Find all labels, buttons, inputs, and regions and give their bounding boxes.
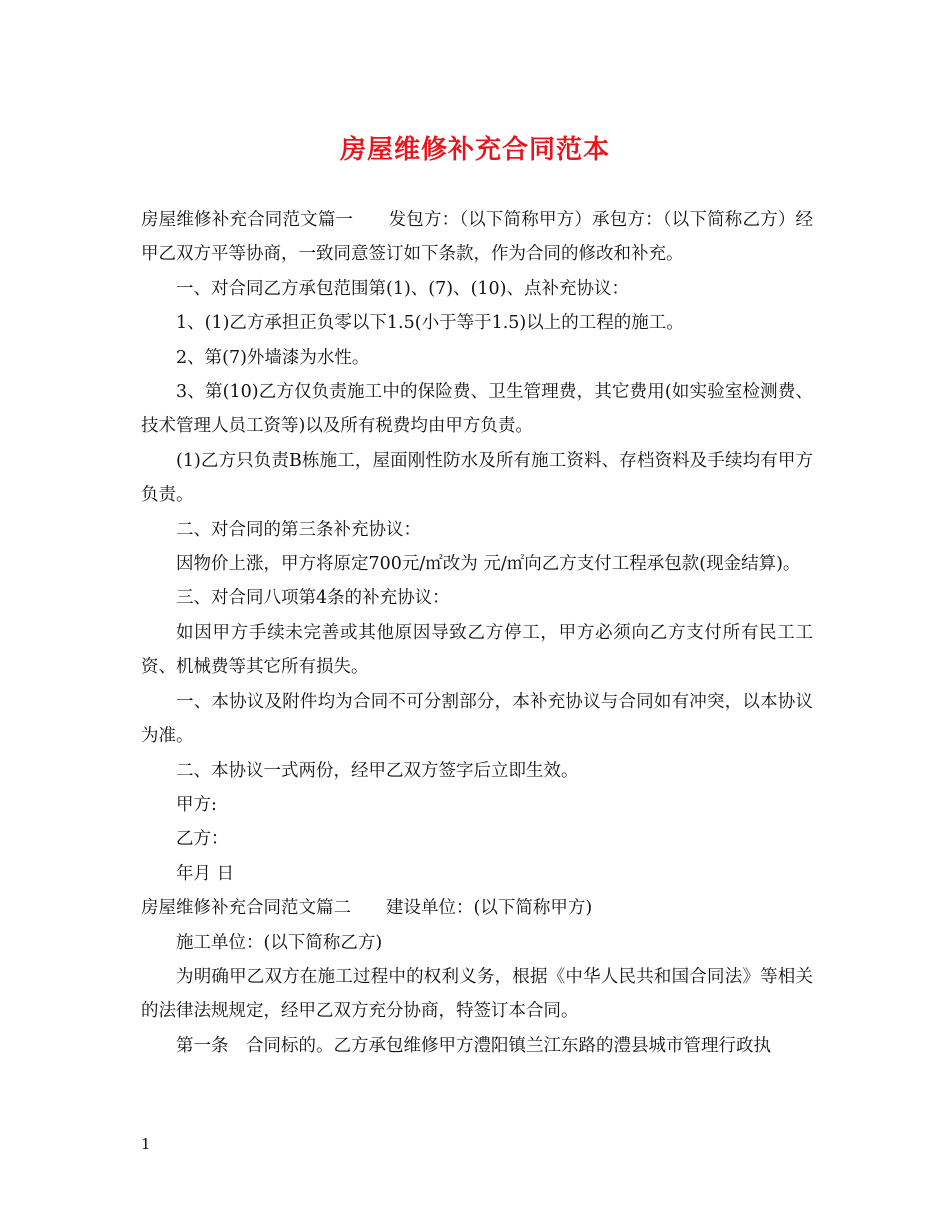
document-body xyxy=(141,203,813,1063)
paragraph: 因物价上涨，甲方将原定700元/㎡改为 元/㎡向乙方支付工程承包款(现金结算)。 xyxy=(176,554,801,575)
paragraph: 施工单位：(以下简称乙方) xyxy=(176,932,383,953)
signature-line-party-b: 乙方： xyxy=(176,829,229,850)
paragraph: 为明确甲乙双方在施工过程中的权利义务，根据《中华人民共和国合同法》等相关的法律法规规定，经甲乙双方充分协商，特签订本合同。 xyxy=(141,966,813,1022)
paragraph: 二、本协议一式两份，经甲乙双方签字后立即生效。 xyxy=(176,760,579,781)
date-line: 年月 日 xyxy=(176,863,235,884)
paragraph: 二、对合同的第三条补充协议： xyxy=(176,519,421,540)
paragraph: 1、(1)乙方承担正负零以下1.5(小于等于1.5)以上的工程的施工。 xyxy=(176,313,684,334)
document-title: 房屋维修补充合同范本 xyxy=(339,135,610,165)
page-number: 1 xyxy=(141,1135,151,1153)
paragraph: 3、第(10)乙方仅负责施工中的保险费、卫生管理费，其它费用(如实验室检测费、技术管理人员工资等)以及所有税费均由甲方负责。 xyxy=(141,382,813,437)
paragraph: 如因甲方手续未完善或其他原因导致乙方停工，甲方必须向乙方支付所有民工工资、机械费等其它所有损失。 xyxy=(141,622,813,678)
paragraph: 2、第(7)外墙漆为水性。 xyxy=(176,347,370,368)
paragraph: 一、本协议及附件均为合同不可分割部分，本补充协议与合同如有冲突，以本协议为准。 xyxy=(141,691,813,747)
paragraph: 房屋维修补充合同范文篇二 建设单位：(以下简称甲方) xyxy=(141,898,593,919)
paragraph: 房屋维修补充合同范文篇一 发包方：（以下简称甲方）承包方：（以下简称乙方）经甲乙双方平等协商，一致同意签订如下条款，作为合同的修改和补充。 xyxy=(141,210,813,265)
paragraph: 第一条 合同标的。乙方承包维修甲方澧阳镇兰江东路的澧县城市管理行政执 xyxy=(176,1035,771,1056)
paragraph: (1)乙方只负责B栋施工，屋面刚性防水及所有施工资料、存档资料及手续均有甲方负责。 xyxy=(141,450,813,506)
paragraph: 一、对合同乙方承包范围第(1)、(7)、(10)、点补充协议： xyxy=(176,278,629,299)
paragraph: 三、对合同八项第4条的补充协议： xyxy=(176,588,450,609)
signature-line-party-a: 甲方: xyxy=(176,794,217,815)
